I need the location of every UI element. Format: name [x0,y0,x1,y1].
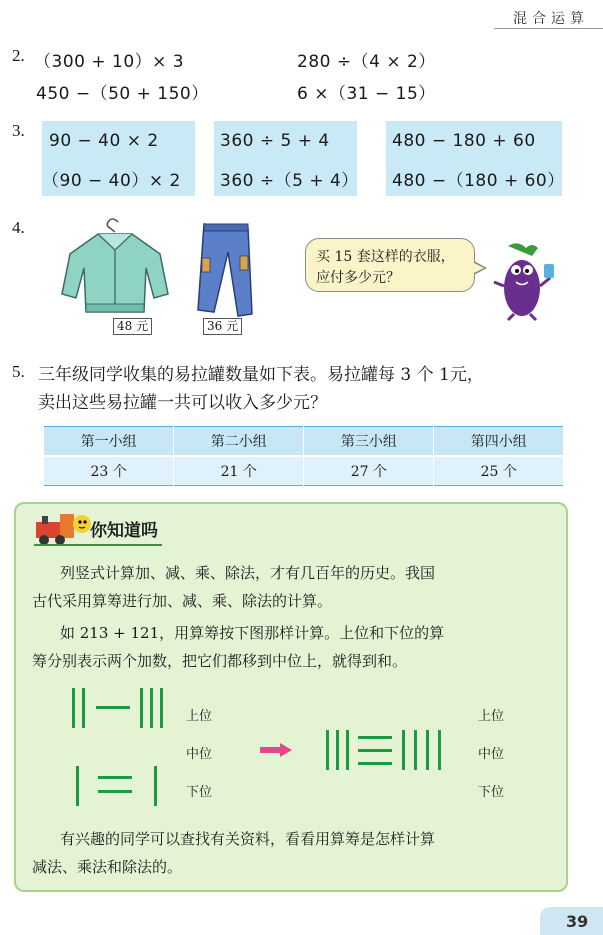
question-2-number: 2. [12,46,25,65]
bubble-line-1: 买 15 套这样的衣服， [316,249,455,265]
position-label-bottom: 下位 [186,785,213,800]
q3-expression: 360 ÷ 5 + 4 [220,131,330,151]
arrow-right-icon [260,743,292,757]
q5-text-line-2: 卖出这些易拉罐一共可以收入多少元？ [38,393,327,413]
did-you-know-title: 你知道吗 [90,521,158,541]
table-cell: 23 个 [44,456,174,486]
expression-box [386,121,565,196]
q3-expression: 360 ÷（5 + 4） [220,171,359,191]
q3-expression: 480 − 180 + 60 [392,131,536,151]
q2-expression: 450 −（50 + 150） [36,84,209,104]
pants-price-tag: 36 元 [203,318,242,335]
paragraph-text: 减法、乘法和除法的。 [32,858,183,876]
position-label-bottom-right: 下位 [478,785,505,800]
header-rule [494,28,603,29]
counting-rods-bottom [68,762,178,812]
question-4-number: 4. [12,218,25,237]
position-label-top: 上位 [186,709,213,724]
expression-box [214,121,357,196]
section-title: 混合运算 [513,11,589,27]
counting-rods-sum [322,726,472,776]
question-5-number: 5. [12,362,25,381]
table-header-cell: 第四小组 [434,427,563,457]
table-header-cell: 第二小组 [174,427,304,457]
bubble-line-2: 应付多少元？ [316,270,400,286]
jacket-price-tag: 48 元 [113,318,152,335]
paragraph-text: 有兴趣的同学可以查找有关资料，看看用算筹是怎样计算 [60,830,436,848]
table-header-cell: 第三小组 [304,427,434,457]
position-label-middle-right: 中位 [478,747,505,762]
table-cell: 27 个 [304,456,434,486]
table-header-row [44,427,564,457]
position-label-top-right: 上位 [478,709,505,724]
table-cell: 25 个 [434,456,563,486]
cans-table [43,426,563,486]
paragraph-text: 古代采用算筹进行加、减、乘、除法的计算。 [32,592,333,610]
paragraph-text: 列竖式计算加、减、乘、除法，才有几百年的历史。我国 [60,564,436,582]
q5-text-line-1: 三年级同学收集的易拉罐数量如下表。易拉罐每 3 个 1元， [38,365,484,385]
eggplant-character-icon [490,240,560,322]
page-number: 39 [566,912,589,931]
expression-box [42,121,195,196]
title-underline [34,544,162,546]
paragraph-text: 如 213 + 121，用算筹按下图那样计算。上位和下位的算 [60,624,445,642]
table-cell: 21 个 [174,456,304,486]
train-icon [34,510,92,546]
did-you-know-panel [14,502,568,892]
counting-rods-top [68,684,178,734]
q2-expression: （300 + 10）× 3 [34,52,185,72]
q3-expression: 90 − 40 × 2 [49,131,159,151]
q3-expression: （90 − 40）× 2 [42,171,181,191]
speech-bubble [305,238,475,292]
position-label-middle: 中位 [186,747,213,762]
jacket-illustration [60,216,170,320]
q2-expression: 280 ÷（4 × 2） [297,52,436,72]
question-3-number: 3. [12,121,25,140]
q2-expression: 6 ×（31 − 15） [297,84,436,104]
table-row [44,456,564,486]
pants-illustration [192,220,256,318]
table-header-cell: 第一小组 [44,427,174,457]
q3-expression: 480 −（180 + 60） [392,171,565,191]
paragraph-text: 筹分别表示两个加数，把它们都移到中位上，就得到和。 [32,652,408,670]
